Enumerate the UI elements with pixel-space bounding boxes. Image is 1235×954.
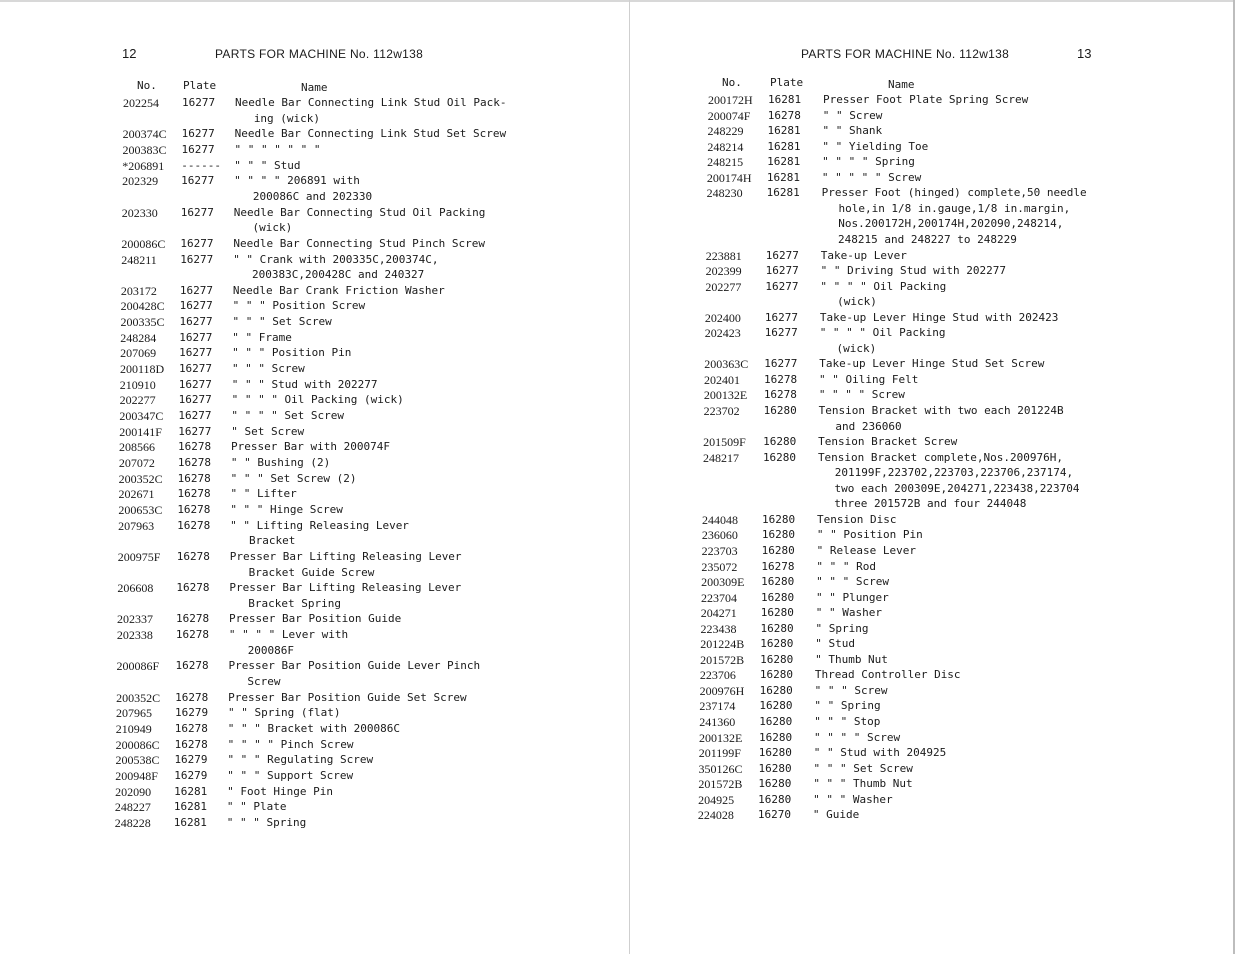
part-name: Presser Bar Position Guide Lever Pinch bbox=[228, 659, 481, 673]
part-number: 248217 bbox=[702, 450, 739, 465]
part-number: 201572B bbox=[698, 777, 743, 792]
part-name: Tension Bracket with two each 201224B bbox=[818, 404, 1064, 417]
part-name: " " " Support Screw bbox=[227, 768, 354, 782]
plate-number: 16280 bbox=[758, 730, 793, 744]
part-name: " " Oiling Felt bbox=[819, 372, 919, 386]
part-number: 248228 bbox=[114, 815, 151, 830]
plate-number: 16281 bbox=[767, 139, 801, 153]
part-name: Presser Foot (hinged) complete,50 needle bbox=[821, 186, 1087, 200]
plate-number: 16280 bbox=[761, 543, 795, 557]
part-number: 203172 bbox=[120, 283, 157, 298]
part-name: " " Position Pin bbox=[816, 528, 923, 542]
plate-number: 16280 bbox=[761, 528, 795, 542]
part-number: 200347C bbox=[119, 409, 164, 423]
plate-number: 16278 bbox=[176, 549, 210, 563]
part-name: " " Spring bbox=[814, 699, 881, 713]
plate-number: 16277 bbox=[764, 357, 798, 371]
part-number: 248229 bbox=[707, 124, 744, 139]
plate-number: 16277 bbox=[179, 346, 213, 360]
part-name: " " " " Oil Packing (wick) bbox=[231, 393, 404, 407]
plate-number: 16277 bbox=[765, 279, 799, 293]
plate-number: 16277 bbox=[178, 424, 212, 438]
part-name: " " " " Spring bbox=[822, 155, 915, 169]
plate-number: 16278 bbox=[177, 487, 211, 501]
plate-number: 16280 bbox=[760, 606, 794, 620]
plate-number: 16280 bbox=[758, 761, 792, 775]
part-number: 200948F bbox=[115, 768, 158, 783]
part-name: " " " " 206891 with bbox=[234, 174, 360, 188]
plate-number: 16278 bbox=[764, 372, 798, 386]
plate-number: 16280 bbox=[759, 699, 793, 713]
part-name: Presser Bar Lifting Releasing Lever bbox=[229, 549, 462, 563]
part-number: 204925 bbox=[698, 792, 735, 807]
part-name: " " " Screw bbox=[814, 683, 888, 697]
part-name: " " Stud with 204925 bbox=[813, 746, 947, 760]
header-plate: Plate bbox=[183, 79, 217, 92]
part-name: Nos.200172H,200174H,202090,248214, bbox=[838, 217, 1064, 231]
plate-number: 16280 bbox=[762, 450, 797, 464]
plate-number: 16277 bbox=[765, 248, 799, 262]
part-number: 248211 bbox=[121, 252, 157, 267]
part-number: 200374C bbox=[122, 127, 167, 142]
part-number: 236060 bbox=[701, 528, 738, 543]
part-number: 248227 bbox=[114, 800, 151, 815]
part-number: 202423 bbox=[704, 326, 741, 341]
part-name: Needle Bar Crank Friction Washer bbox=[232, 283, 445, 297]
plate-number: 16278 bbox=[175, 690, 209, 704]
plate-number: 16281 bbox=[173, 815, 207, 829]
part-name: " " " " Screw bbox=[813, 730, 901, 744]
part-number: 248230 bbox=[706, 186, 743, 201]
part-number: 207963 bbox=[118, 518, 155, 533]
plate-number: 16277 bbox=[181, 127, 215, 141]
part-number: 200172H bbox=[708, 93, 753, 107]
right-page bbox=[630, 0, 1235, 954]
plate-number: 16277 bbox=[178, 393, 212, 407]
plate-number: 16277 bbox=[180, 236, 214, 250]
part-name: " " Lifter bbox=[230, 487, 297, 501]
part-number: 237174 bbox=[699, 699, 736, 714]
part-name: Tension Bracket complete,Nos.200976H, bbox=[817, 450, 1063, 464]
plate-number: 16281 bbox=[174, 784, 208, 798]
part-name: " " " " Set Screw bbox=[231, 409, 344, 422]
part-name: two each 200309E,204271,223438,223704 bbox=[834, 481, 1080, 495]
part-name: " " " " Oil Packing bbox=[820, 279, 947, 293]
part-number: 200141F bbox=[119, 424, 162, 439]
part-name: Take-up Lever bbox=[820, 248, 907, 262]
part-name: 200086F bbox=[247, 643, 295, 657]
part-name: " " Crank with 200335C,200374C, bbox=[233, 252, 439, 266]
part-number: 244048 bbox=[702, 512, 739, 527]
part-number: 202090 bbox=[115, 784, 152, 799]
part-number: 241360 bbox=[699, 715, 736, 729]
plate-number: 16277 bbox=[178, 377, 212, 391]
plate-number: 16278 bbox=[175, 628, 209, 642]
plate-number: 16278 bbox=[175, 659, 209, 673]
part-number: 206608 bbox=[117, 581, 154, 596]
part-name: Screw bbox=[247, 675, 281, 689]
part-number: 200074F bbox=[707, 108, 751, 123]
plate-number: 16277 bbox=[179, 299, 213, 313]
part-number: 200653C bbox=[118, 502, 163, 517]
plate-number: 16277 bbox=[178, 362, 213, 376]
part-name: Presser Bar with 200074F bbox=[231, 440, 390, 454]
plate-number: 16280 bbox=[759, 715, 793, 728]
part-name: Tension Bracket Screw bbox=[818, 435, 958, 449]
part-number: 202277 bbox=[119, 393, 156, 408]
plate-number: 16280 bbox=[762, 512, 796, 526]
plate-number: 16278 bbox=[763, 388, 797, 402]
plate-number: 16280 bbox=[758, 746, 792, 760]
top-edge bbox=[630, 0, 1235, 2]
part-name: " " Driving Stud with 202277 bbox=[820, 264, 1007, 278]
plate-number: 16278 bbox=[178, 440, 212, 454]
part-name: " " " Position Pin bbox=[232, 346, 352, 360]
part-name: " " " " Screw bbox=[818, 388, 905, 402]
part-number: 208566 bbox=[119, 440, 156, 455]
plate-number: 16280 bbox=[759, 668, 793, 682]
plate-number: 16279 bbox=[174, 768, 208, 782]
plate-number: 16280 bbox=[763, 435, 797, 449]
part-name: " " " Stud bbox=[234, 158, 301, 172]
part-name: " " " Bracket with 200086C bbox=[227, 722, 400, 735]
part-name: Presser Bar Position Guide Set Screw bbox=[228, 690, 467, 704]
plate-number: 16277 bbox=[182, 96, 216, 109]
part-number: 200086F bbox=[116, 659, 160, 674]
plate-number: 16277 bbox=[181, 174, 215, 188]
part-name: and 236060 bbox=[835, 419, 902, 433]
part-name: " " Shank bbox=[822, 124, 883, 138]
part-number: 204271 bbox=[700, 606, 737, 621]
top-edge bbox=[0, 0, 630, 2]
part-name: Bracket Spring bbox=[248, 596, 341, 610]
part-number: 200132E bbox=[703, 388, 748, 403]
part-name: " " " " Lever with bbox=[228, 628, 349, 642]
header-no: No. bbox=[137, 79, 157, 92]
part-name: " " " Set Screw bbox=[232, 315, 332, 329]
plate-number: 16280 bbox=[760, 621, 794, 635]
part-name: 248215 and 248227 to 248229 bbox=[838, 232, 1017, 246]
plate-number: 16278 bbox=[177, 455, 211, 469]
part-number: 200383C bbox=[122, 142, 167, 157]
plate-number: 16281 bbox=[766, 170, 801, 184]
part-name: " " " Regulating Screw bbox=[227, 753, 374, 767]
part-name: " Thumb Nut bbox=[815, 652, 888, 666]
part-name: " Guide bbox=[812, 808, 860, 822]
part-number: 207069 bbox=[120, 346, 157, 361]
part-name: three 201572B and four 244048 bbox=[834, 497, 1027, 511]
part-number: 350126C bbox=[698, 761, 743, 776]
part-name: " " Washer bbox=[815, 606, 882, 620]
plate-number: 16278 bbox=[761, 559, 795, 573]
plate-number: 16277 bbox=[764, 326, 798, 340]
part-number: 223438 bbox=[700, 621, 737, 636]
plate-number: 16277 bbox=[178, 409, 212, 422]
part-number: 200538C bbox=[115, 753, 160, 768]
part-number: 202399 bbox=[705, 264, 742, 279]
part-number: 200132E bbox=[698, 730, 743, 745]
part-number: 202401 bbox=[704, 372, 741, 387]
part-name: " " " Thumb Nut bbox=[813, 777, 913, 791]
part-name: (wick) bbox=[836, 341, 877, 355]
plate-number: 16280 bbox=[761, 575, 795, 589]
plate-number: 16281 bbox=[767, 124, 801, 138]
plate-number: 16280 bbox=[758, 777, 792, 791]
part-name: Thread Controller Disc bbox=[814, 668, 961, 682]
plate-number: 16280 bbox=[758, 792, 792, 806]
plate-number: 16280 bbox=[760, 652, 794, 666]
plate-number: 16270 bbox=[757, 808, 791, 822]
plate-number: 16278 bbox=[174, 722, 208, 735]
part-name: Presser Bar Position Guide bbox=[229, 612, 402, 626]
plate-number: 16280 bbox=[763, 404, 797, 417]
part-number: 200086C bbox=[115, 737, 160, 752]
part-number: 202277 bbox=[705, 279, 742, 294]
plate-number: 16277 bbox=[181, 142, 215, 156]
part-name: 200383C,200428C and 240327 bbox=[252, 268, 425, 282]
page-number: 12 bbox=[122, 46, 137, 61]
plate-number: 16280 bbox=[760, 590, 795, 604]
part-number: 202338 bbox=[116, 628, 153, 643]
part-number: 202400 bbox=[704, 310, 741, 325]
plate-number: 16279 bbox=[174, 706, 209, 720]
plate-number: 16277 bbox=[179, 315, 213, 329]
part-number: 201572B bbox=[700, 652, 745, 667]
part-name: " Set Screw bbox=[231, 424, 305, 438]
part-number: 224028 bbox=[697, 808, 734, 823]
part-number: 200363C bbox=[704, 357, 749, 372]
part-number: 200352C bbox=[118, 471, 163, 486]
part-name: (wick) bbox=[252, 221, 293, 235]
part-number: 200352C bbox=[116, 690, 161, 705]
part-number: 248215 bbox=[707, 155, 744, 170]
part-name: " " " " Pinch Screw bbox=[227, 737, 354, 751]
part-name: Needle Bar Connecting Link Stud Oil Pack- bbox=[235, 96, 507, 109]
plate-number: 16281 bbox=[766, 186, 800, 200]
part-name: ing (wick) bbox=[253, 111, 321, 125]
part-name: Bracket bbox=[248, 534, 296, 548]
part-name: " " Plunger bbox=[815, 590, 889, 604]
part-name: Needle Bar Connecting Link Stud Set Screw bbox=[234, 127, 507, 141]
part-name: Presser Foot Plate Spring Screw bbox=[823, 93, 1029, 106]
plate-number: ------ bbox=[181, 158, 222, 172]
plate-number: 16277 bbox=[180, 205, 214, 219]
part-number: 223704 bbox=[700, 590, 737, 605]
plate-number: 16278 bbox=[176, 581, 210, 595]
part-name: hole,in 1/8 in.gauge,1/8 in.margin, bbox=[838, 201, 1071, 215]
part-number: *206891 bbox=[122, 158, 165, 173]
part-name: " " " Stop bbox=[814, 715, 881, 728]
plate-number: 16281 bbox=[767, 155, 801, 169]
part-name: Take-up Lever Hinge Stud with 202423 bbox=[819, 310, 1059, 324]
plate-number: 16277 bbox=[179, 283, 213, 297]
part-number: 223706 bbox=[699, 668, 736, 683]
part-name: " " " Washer bbox=[813, 792, 893, 806]
part-number: 207072 bbox=[118, 455, 155, 470]
part-name: (wick) bbox=[837, 295, 877, 309]
plate-number: 16277 bbox=[765, 264, 799, 278]
plate-number: 16281 bbox=[768, 93, 802, 106]
part-name: Bracket Guide Screw bbox=[248, 565, 375, 579]
part-number: 248284 bbox=[120, 330, 157, 345]
part-number: 202337 bbox=[117, 612, 154, 627]
plate-number: 16277 bbox=[764, 310, 799, 324]
part-name: " " " Spring bbox=[226, 815, 307, 829]
part-number: 200174H bbox=[706, 170, 752, 185]
header-plate: Plate bbox=[770, 76, 804, 89]
part-number: 223702 bbox=[703, 404, 740, 418]
header-name: Name bbox=[888, 78, 915, 91]
part-name: " " Plate bbox=[226, 800, 287, 814]
page-title: PARTS FOR MACHINE No. 112w138 bbox=[801, 47, 1010, 61]
part-name: " " " " " Screw bbox=[821, 170, 922, 184]
part-name: " " " Screw bbox=[231, 362, 305, 376]
part-number: 223881 bbox=[705, 248, 742, 263]
part-name: " " " Position Screw bbox=[232, 299, 366, 313]
header-no: No. bbox=[722, 76, 742, 89]
part-name: " " Spring (flat) bbox=[227, 706, 341, 720]
plate-number: 16278 bbox=[767, 108, 801, 122]
plate-number: 16279 bbox=[174, 753, 208, 767]
part-number: 200118D bbox=[119, 362, 165, 377]
part-number: 210949 bbox=[115, 722, 152, 736]
part-name: " " Lifting Releasing Lever bbox=[230, 518, 409, 532]
part-name: Take-up Lever Hinge Stud Set Screw bbox=[819, 357, 1045, 371]
part-number: 223703 bbox=[701, 543, 738, 558]
part-name: 200086C and 202330 bbox=[252, 189, 373, 203]
plate-number: 16278 bbox=[177, 518, 211, 532]
part-name: Needle Bar Connecting Stud Oil Packing bbox=[233, 205, 486, 219]
part-number: 201509F bbox=[703, 435, 746, 450]
part-name: " Foot Hinge Pin bbox=[227, 784, 334, 798]
part-number: 200335C bbox=[120, 315, 165, 330]
page-number: 13 bbox=[1077, 46, 1092, 61]
part-name: " " " " Oil Packing bbox=[819, 326, 946, 340]
part-name: " Release Lever bbox=[816, 543, 916, 557]
plate-number: 16278 bbox=[176, 612, 210, 626]
part-name: " Spring bbox=[815, 621, 869, 635]
part-number: 200975F bbox=[117, 549, 161, 564]
part-name: 201199F,223702,223703,223706,237174, bbox=[834, 466, 1074, 480]
part-number: 200428C bbox=[120, 299, 165, 314]
page-title: PARTS FOR MACHINE No. 112w138 bbox=[215, 47, 424, 61]
part-number: 207965 bbox=[115, 706, 152, 721]
part-number: 201199F bbox=[698, 746, 741, 761]
part-number: 202329 bbox=[122, 174, 159, 189]
part-number: 200309E bbox=[701, 575, 745, 590]
part-name: Needle Bar Connecting Stud Pinch Screw bbox=[233, 236, 486, 250]
part-name: " " Screw bbox=[822, 108, 883, 122]
part-name: " " Bushing (2) bbox=[230, 455, 331, 469]
plate-number: 16281 bbox=[173, 800, 208, 814]
part-number: 200976H bbox=[699, 683, 745, 698]
part-name: " " Yielding Toe bbox=[822, 139, 929, 153]
part-name: Tension Disc bbox=[817, 512, 897, 526]
part-number: 200086C bbox=[121, 236, 166, 251]
part-number: 248214 bbox=[707, 139, 744, 154]
header-name: Name bbox=[301, 81, 328, 94]
part-name: " " " Screw bbox=[816, 575, 890, 589]
plate-number: 16277 bbox=[179, 330, 213, 344]
part-name: " " " Set Screw (2) bbox=[230, 471, 357, 485]
part-number: 235072 bbox=[701, 559, 738, 574]
part-number: 202330 bbox=[121, 205, 158, 220]
plate-number: 16278 bbox=[177, 471, 211, 485]
part-name: " " " " " " " bbox=[234, 142, 321, 156]
part-name: " " " Stud with 202277 bbox=[231, 377, 378, 391]
plate-number: 16280 bbox=[760, 637, 794, 651]
plate-number: 16278 bbox=[177, 502, 211, 516]
plate-number: 16277 bbox=[180, 252, 214, 266]
plate-number: 16280 bbox=[759, 683, 793, 697]
part-name: Presser Bar Lifting Releasing Lever bbox=[229, 581, 462, 595]
part-number: 202671 bbox=[118, 487, 155, 502]
part-name: " " " Hinge Screw bbox=[230, 502, 343, 516]
part-number: 201224B bbox=[700, 637, 745, 652]
part-name: " " Frame bbox=[232, 330, 292, 344]
part-name: " " " Rod bbox=[816, 559, 876, 573]
part-name: " " " Set Screw bbox=[813, 761, 913, 775]
plate-number: 16278 bbox=[174, 737, 208, 751]
part-number: 210910 bbox=[119, 377, 156, 392]
part-number: 202254 bbox=[123, 96, 159, 110]
part-name: " Stud bbox=[815, 637, 856, 651]
